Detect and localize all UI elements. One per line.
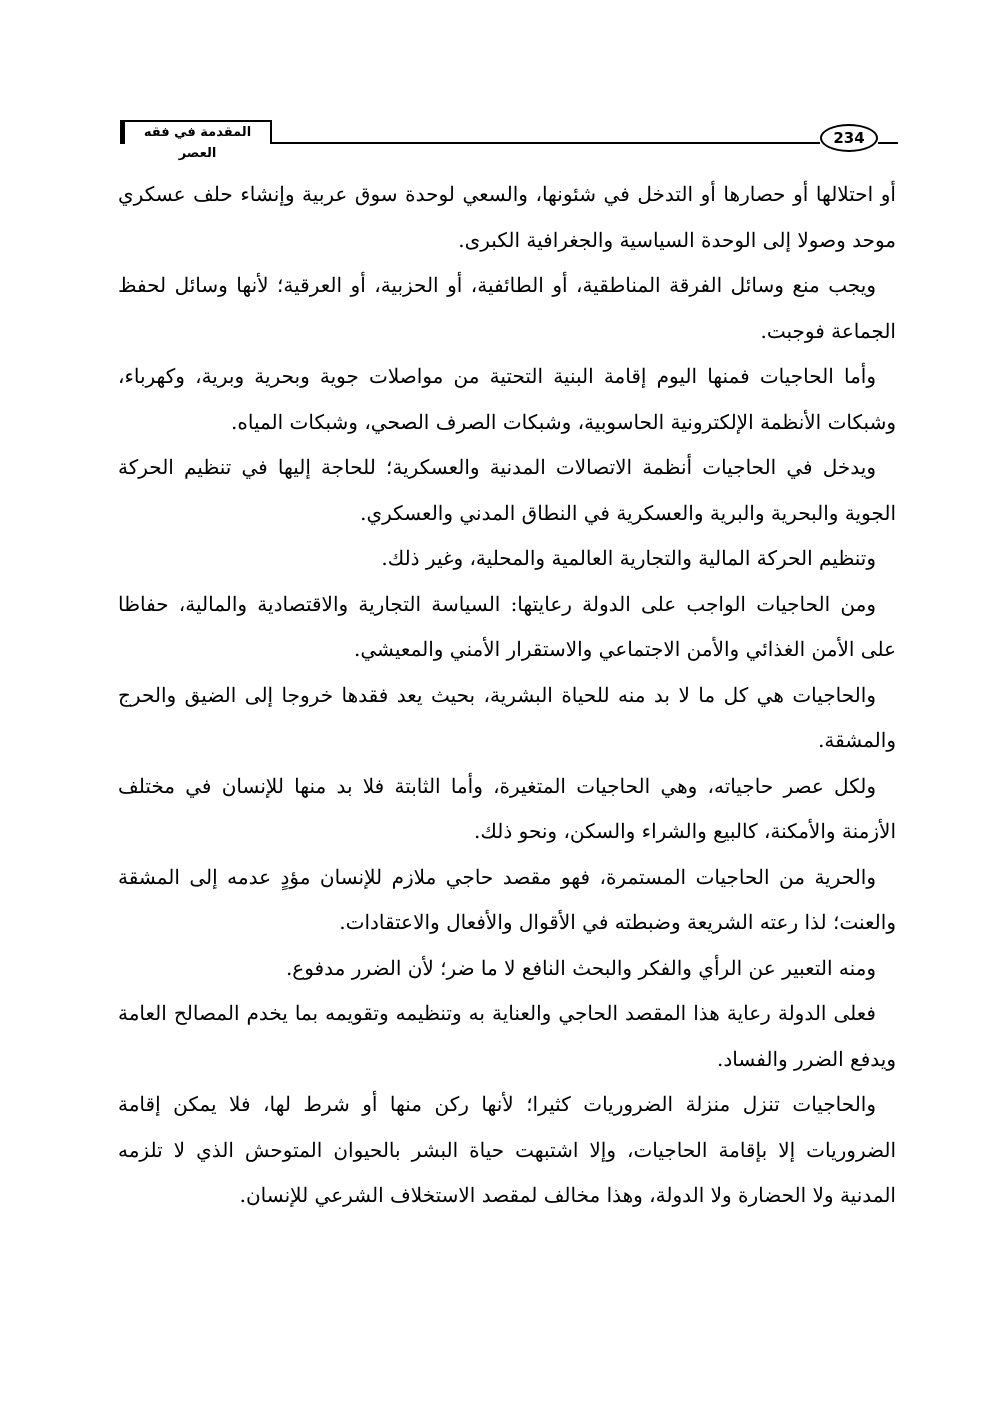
paragraph: وتنظيم الحركة المالية والتجارية العالمية والمحلية، وغير ذلك.	[381, 546, 876, 570]
paragraph: فعلى الدولة رعاية هذا المقصد الحاجي والعناية به وتنظيمه وتقويمه بما يخدم المصالح العامة ويدفع الضرر والفساد.	[118, 1001, 896, 1071]
body-text	[118, 172, 896, 1219]
paragraph: والحاجيات هي كل ما لا بد منه للحياة البشرية، بحيث يعد فقدها خروجا إلى الضيق والحرج والمشقة.	[118, 682, 896, 752]
paragraph: أو احتلالها أو حصارها أو التدخل في شئونها، والسعي لوحدة سوق عربية وإنشاء حلف عسكري موحد وصولا إلى الوحدة السياسية والجغرافية الكبرى.	[118, 182, 896, 252]
paragraph: والحرية من الحاجيات المستمرة، فهو مقصد حاجي ملازم للإنسان مؤدٍ عدمه إلى المشقة والعنت؛ لذا رعته الشريعة وضبطته في الأقوال والأفعال والاعتقادات.	[118, 864, 896, 934]
header-rule	[272, 142, 820, 144]
paragraph: والحاجيات تنزل منزلة الضروريات كثيرا؛ لأنها ركن منها أو شرط لها، فلا يمكن إقامة الضروريات إلا بإقامة الحاجيات، وإلا اشتبهت حياة البشر بالحيوان المتوحش الذي لا تلزمه المدنية ولا الحضارة ولا الدولة، وهذا مخالف لمقصد الاستخلاف الشرعي للإنسان.	[118, 1092, 896, 1207]
running-head-book-title: المقدمة في فقه العصر	[120, 120, 272, 144]
header-rule-end	[878, 142, 898, 144]
paragraph: ومنه التعبير عن الرأي والفكر والبحث النافع لا ما ضر؛ لأن الضرر مدفوع.	[285, 955, 876, 980]
paragraph: وأما الحاجيات فمنها اليوم إقامة البنية التحتية من مواصلات جوية وبحرية وبرية، وكهرباء، وشبكات الأنظمة الإلكترونية الحاسوبية، وشبكات الصرف الصحي، وشبكات المياه.	[118, 364, 896, 434]
paragraph: ويدخل في الحاجيات أنظمة الاتصالات المدنية والعسكرية؛ للحاجة إليها في تنظيم الحركة الجوية والبحرية والبرية والعسكرية في النطاق المدني والعسكري.	[118, 455, 896, 525]
page-number: 234	[820, 124, 878, 152]
paragraph: ولكل عصر حاجياته، وهي الحاجيات المتغيرة، وأما الثابتة فلا بد منها للإنسان في مختلف الأزمنة والأمكنة، كالبيع والشراء والسكن، ونحو ذلك.	[118, 773, 896, 843]
paragraph: ومن الحاجيات الواجب على الدولة رعايتها: السياسة التجارية والاقتصادية والمالية، حفاظا على الأمن الغذائي والأمن الاجتماعي والاستقرار الأمني والمعيشي.	[118, 591, 896, 661]
paragraph: ويجب منع وسائل الفرقة المناطقية، أو الطائفية، أو الحزبية، أو العرقية؛ لأنها وسائل لحفظ الجماعة فوجبت.	[118, 273, 896, 343]
